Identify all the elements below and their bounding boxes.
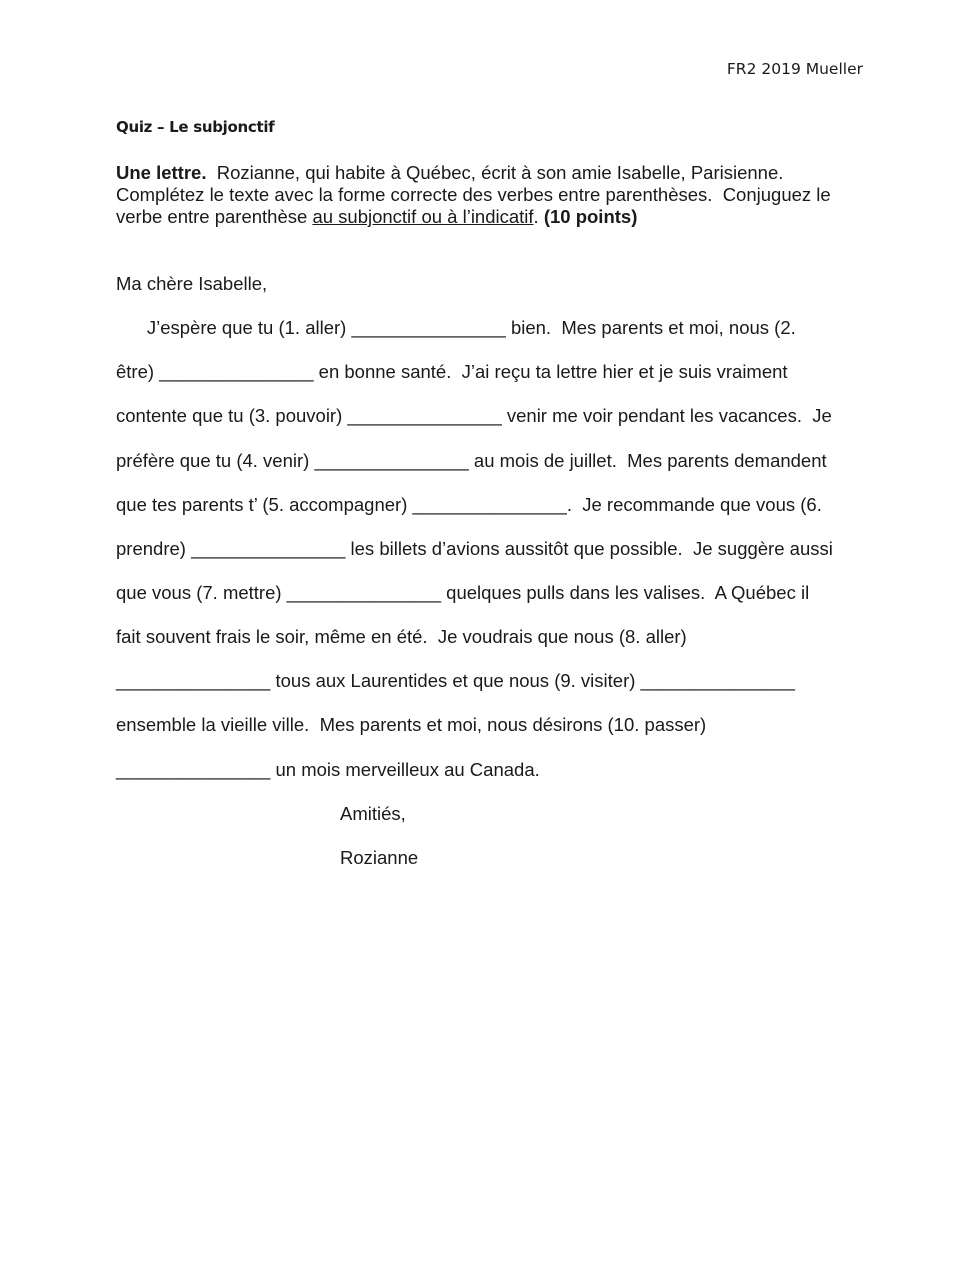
letter-line: prendre) _______________ les billets d’avions aussitôt que possible. Je suggère aussi bbox=[116, 538, 833, 559]
letter-line: contente que tu (3. pouvoir) _______________ venir me voir pendant les vacances. Je bbox=[116, 405, 832, 426]
letter-line: préfère que tu (4. venir) _______________ au mois de juillet. Mes parents demandent bbox=[116, 450, 827, 471]
letter-line: _______________ un mois merveilleux au Canada. bbox=[116, 759, 540, 780]
instructions-line-3-text: verbe entre parenthèse bbox=[116, 206, 313, 227]
quiz-title: Quiz – Le subjonctif bbox=[116, 118, 275, 136]
instructions-underlined: au subjonctif ou à l’indicatif bbox=[312, 206, 534, 227]
letter-closing: Amitiés, bbox=[340, 803, 406, 824]
instructions-period: . bbox=[533, 206, 539, 227]
instructions-line-2: Complétez le texte avec la forme correcte des verbes entre parenthèses. Conjuguez le bbox=[116, 184, 831, 205]
instructions-points: (10 points) bbox=[543, 206, 638, 227]
letter-body bbox=[116, 0, 876, 1266]
letter-line: _______________ tous aux Laurentides et que nous (9. visiter) _______________ bbox=[116, 670, 795, 691]
course-header: FR2 2019 Mueller bbox=[726, 60, 863, 78]
letter-line: que vous (7. mettre) _______________ quelques pulls dans les valises. A Québec il bbox=[116, 582, 810, 603]
letter-line: ensemble la vieille ville. Mes parents et moi, nous désirons (10. passer) bbox=[116, 714, 707, 735]
instructions-line-1-text: Rozianne, qui habite à Québec, écrit à son amie Isabelle, Parisienne. bbox=[206, 162, 784, 183]
instructions-lead: Une lettre. bbox=[116, 162, 207, 183]
letter-line: être) _______________ en bonne santé. J’ai reçu ta lettre hier et je suis vraiment bbox=[116, 361, 788, 382]
letter-line: fait souvent frais le soir, même en été. Je voudrais que nous (8. aller) bbox=[116, 626, 687, 647]
letter-salutation: Ma chère Isabelle, bbox=[116, 273, 268, 294]
letter-signature: Rozianne bbox=[340, 847, 419, 868]
letter-line: J’espère que tu (1. aller) _______________ bien. Mes parents et moi, nous (2. bbox=[116, 317, 796, 338]
letter-line: que tes parents t’ (5. accompagner) _______________. Je recommande que vous (6. bbox=[116, 494, 822, 515]
